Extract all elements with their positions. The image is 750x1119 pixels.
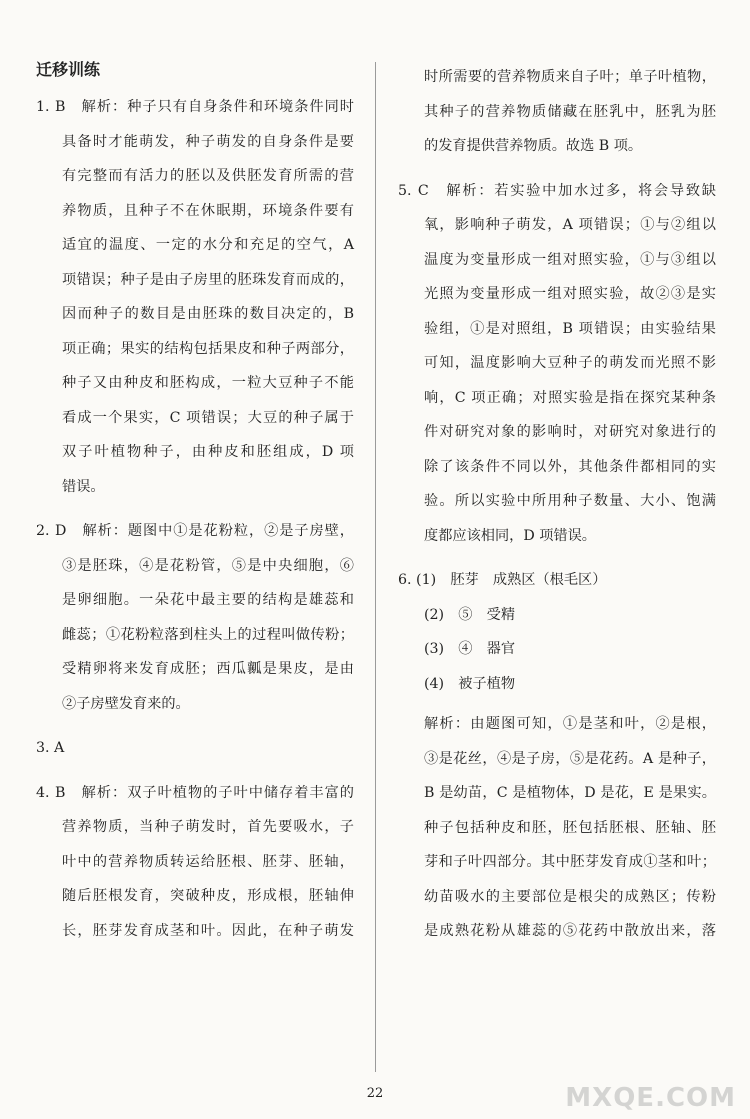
text-line: (2) ⑤ 受精	[424, 606, 516, 623]
answer-item-4	[36, 776, 354, 949]
answer-item-1	[36, 90, 354, 504]
text-line: 具备时才能萌发，种子萌发的自身条件是要	[62, 133, 354, 150]
text-line: 2. D 解析：题图中①是花粉粒，②是子房壁，	[36, 523, 354, 539]
watermark-logo: MXQE.COM	[565, 1083, 736, 1113]
text-line: ②子房壁发育来的。	[62, 695, 190, 712]
text-line: 可知，温度影响大豆种子的萌发而光照不影	[424, 355, 716, 371]
text-line: 因而种子的数目是由胚珠的数目决定的，B	[62, 306, 354, 322]
section-title: 迁移训练	[36, 60, 101, 79]
text-line: 适宜的温度、一定的水分和充足的空气，A	[62, 237, 354, 253]
text-line: 种子包括种皮和胚，胚包括胚根、胚轴、胚	[424, 819, 716, 836]
text-line: 有完整而有活力的胚以及供胚发育所需的营	[62, 168, 354, 184]
text-line: 3. A	[36, 740, 65, 756]
text-line: 看成一个果实，C 项错误；大豆的种子属于	[62, 409, 354, 426]
text-line: 错误。	[62, 478, 105, 495]
text-line: (4) 被子植物	[424, 675, 516, 692]
text-line: 芽和子叶四部分。其中胚芽发育成①茎和叶；	[424, 854, 716, 870]
text-line: 种子又由种皮和胚构成，一粒大豆种子不能	[62, 375, 354, 391]
text-line: 光照为变量形成一组对照实验，故②③是实	[424, 286, 716, 302]
answer-item-5	[398, 174, 716, 554]
text-line: 雌蕊；①花粉粒落到柱头上的过程叫做传粉；	[62, 626, 354, 643]
text-line: 响，C 项正确；对照实验是指在探究某种条	[424, 389, 716, 406]
text-line: 长，胚芽发育成茎和叶。因此，在种子萌发	[62, 922, 354, 939]
text-line: 是成熟花粉从雄蕊的⑤花药中散放出来，落	[424, 923, 716, 939]
text-line: 的发育提供营养物质。故选 B 项。	[424, 138, 643, 154]
column-divider	[375, 62, 376, 1072]
text-line: ③是花丝，④是子房，⑤是花药。A 是种子，	[424, 750, 716, 767]
text-line: 4. B 解析：双子叶植物的子叶中储存着丰富的	[36, 784, 354, 801]
text-line: 解析：由题图可知，①是茎和叶，②是根，	[424, 716, 716, 732]
text-line: 时所需要的营养物质来自子叶；单子叶植物，	[424, 69, 716, 85]
text-line: 6. (1) 胚芽 成熟区（根毛区）	[398, 572, 607, 588]
text-line: 营养物质，当种子萌发时，首先要吸水，子	[62, 819, 354, 835]
answer-item-6	[398, 563, 716, 701]
text-line: 验。所以实验中所用种子数量、大小、饱满	[424, 493, 716, 509]
text-line: 验组，①是对照组，B 项错误；由实验结果	[424, 320, 716, 337]
right-column-body	[398, 60, 716, 949]
text-line: 项错误；种子是由子房里的胚珠发育而成的，	[62, 271, 354, 288]
text-line: 温度为变量形成一组对照实验，①与③组以	[424, 251, 716, 268]
text-line: 受精卵将来发育成胚；西瓜瓤是果皮，是由	[62, 661, 354, 677]
text-line: 除了该条件不同以外，其他条件都相同的实	[424, 458, 716, 475]
text-line: 叶中的营养物质转运给胚根、胚芽、胚轴，	[62, 853, 354, 870]
page-number: 22	[366, 1086, 384, 1101]
left-column-body	[36, 90, 354, 948]
text-line: 幼苗吸水的主要部位是根尖的成熟区；传粉	[424, 888, 716, 905]
text-line: (3) ④ 器官	[424, 641, 516, 657]
answer-item-2	[36, 514, 354, 721]
text-line: 双子叶植物种子，由种皮和胚组成，D 项	[62, 444, 354, 460]
text-line: 5. C 解析：若实验中加水过多，将会导致缺	[398, 182, 716, 199]
right-column	[398, 60, 716, 949]
text-line: 件对研究对象的影响时，对研究对象进行的	[424, 424, 716, 440]
text-line: 是卵细胞。一朵花中最主要的结构是雄蕊和	[62, 592, 354, 608]
text-line: 度都应该相同，D 项错误。	[424, 527, 596, 544]
left-column	[36, 60, 354, 948]
text-line: 项正确；果实的结构包括果皮和种子两部分，	[62, 340, 354, 357]
text-line: B 是幼苗，C 是植物体，D 是花，E 是果实。	[424, 785, 716, 801]
text-line: 1. B 解析：种子只有自身条件和环境条件同时	[36, 99, 354, 115]
text-line: ③是胚珠，④是花粉管，⑤是中央细胞，⑥	[62, 557, 354, 574]
answer-item-3	[36, 731, 354, 766]
text-line: 养物质，且种子不在休眠期，环境条件要有	[62, 202, 354, 219]
text-line: 随后胚根发育，突破种皮，形成根，胚轴伸	[62, 888, 354, 904]
text-line: 氧，影响种子萌发，A 项错误；①与②组以	[424, 217, 716, 233]
answer-item-4-continued	[398, 60, 716, 164]
text-line: 其种子的营养物质储藏在胚乳中，胚乳为胚	[424, 103, 716, 120]
answer-item-6-analysis	[398, 707, 716, 949]
